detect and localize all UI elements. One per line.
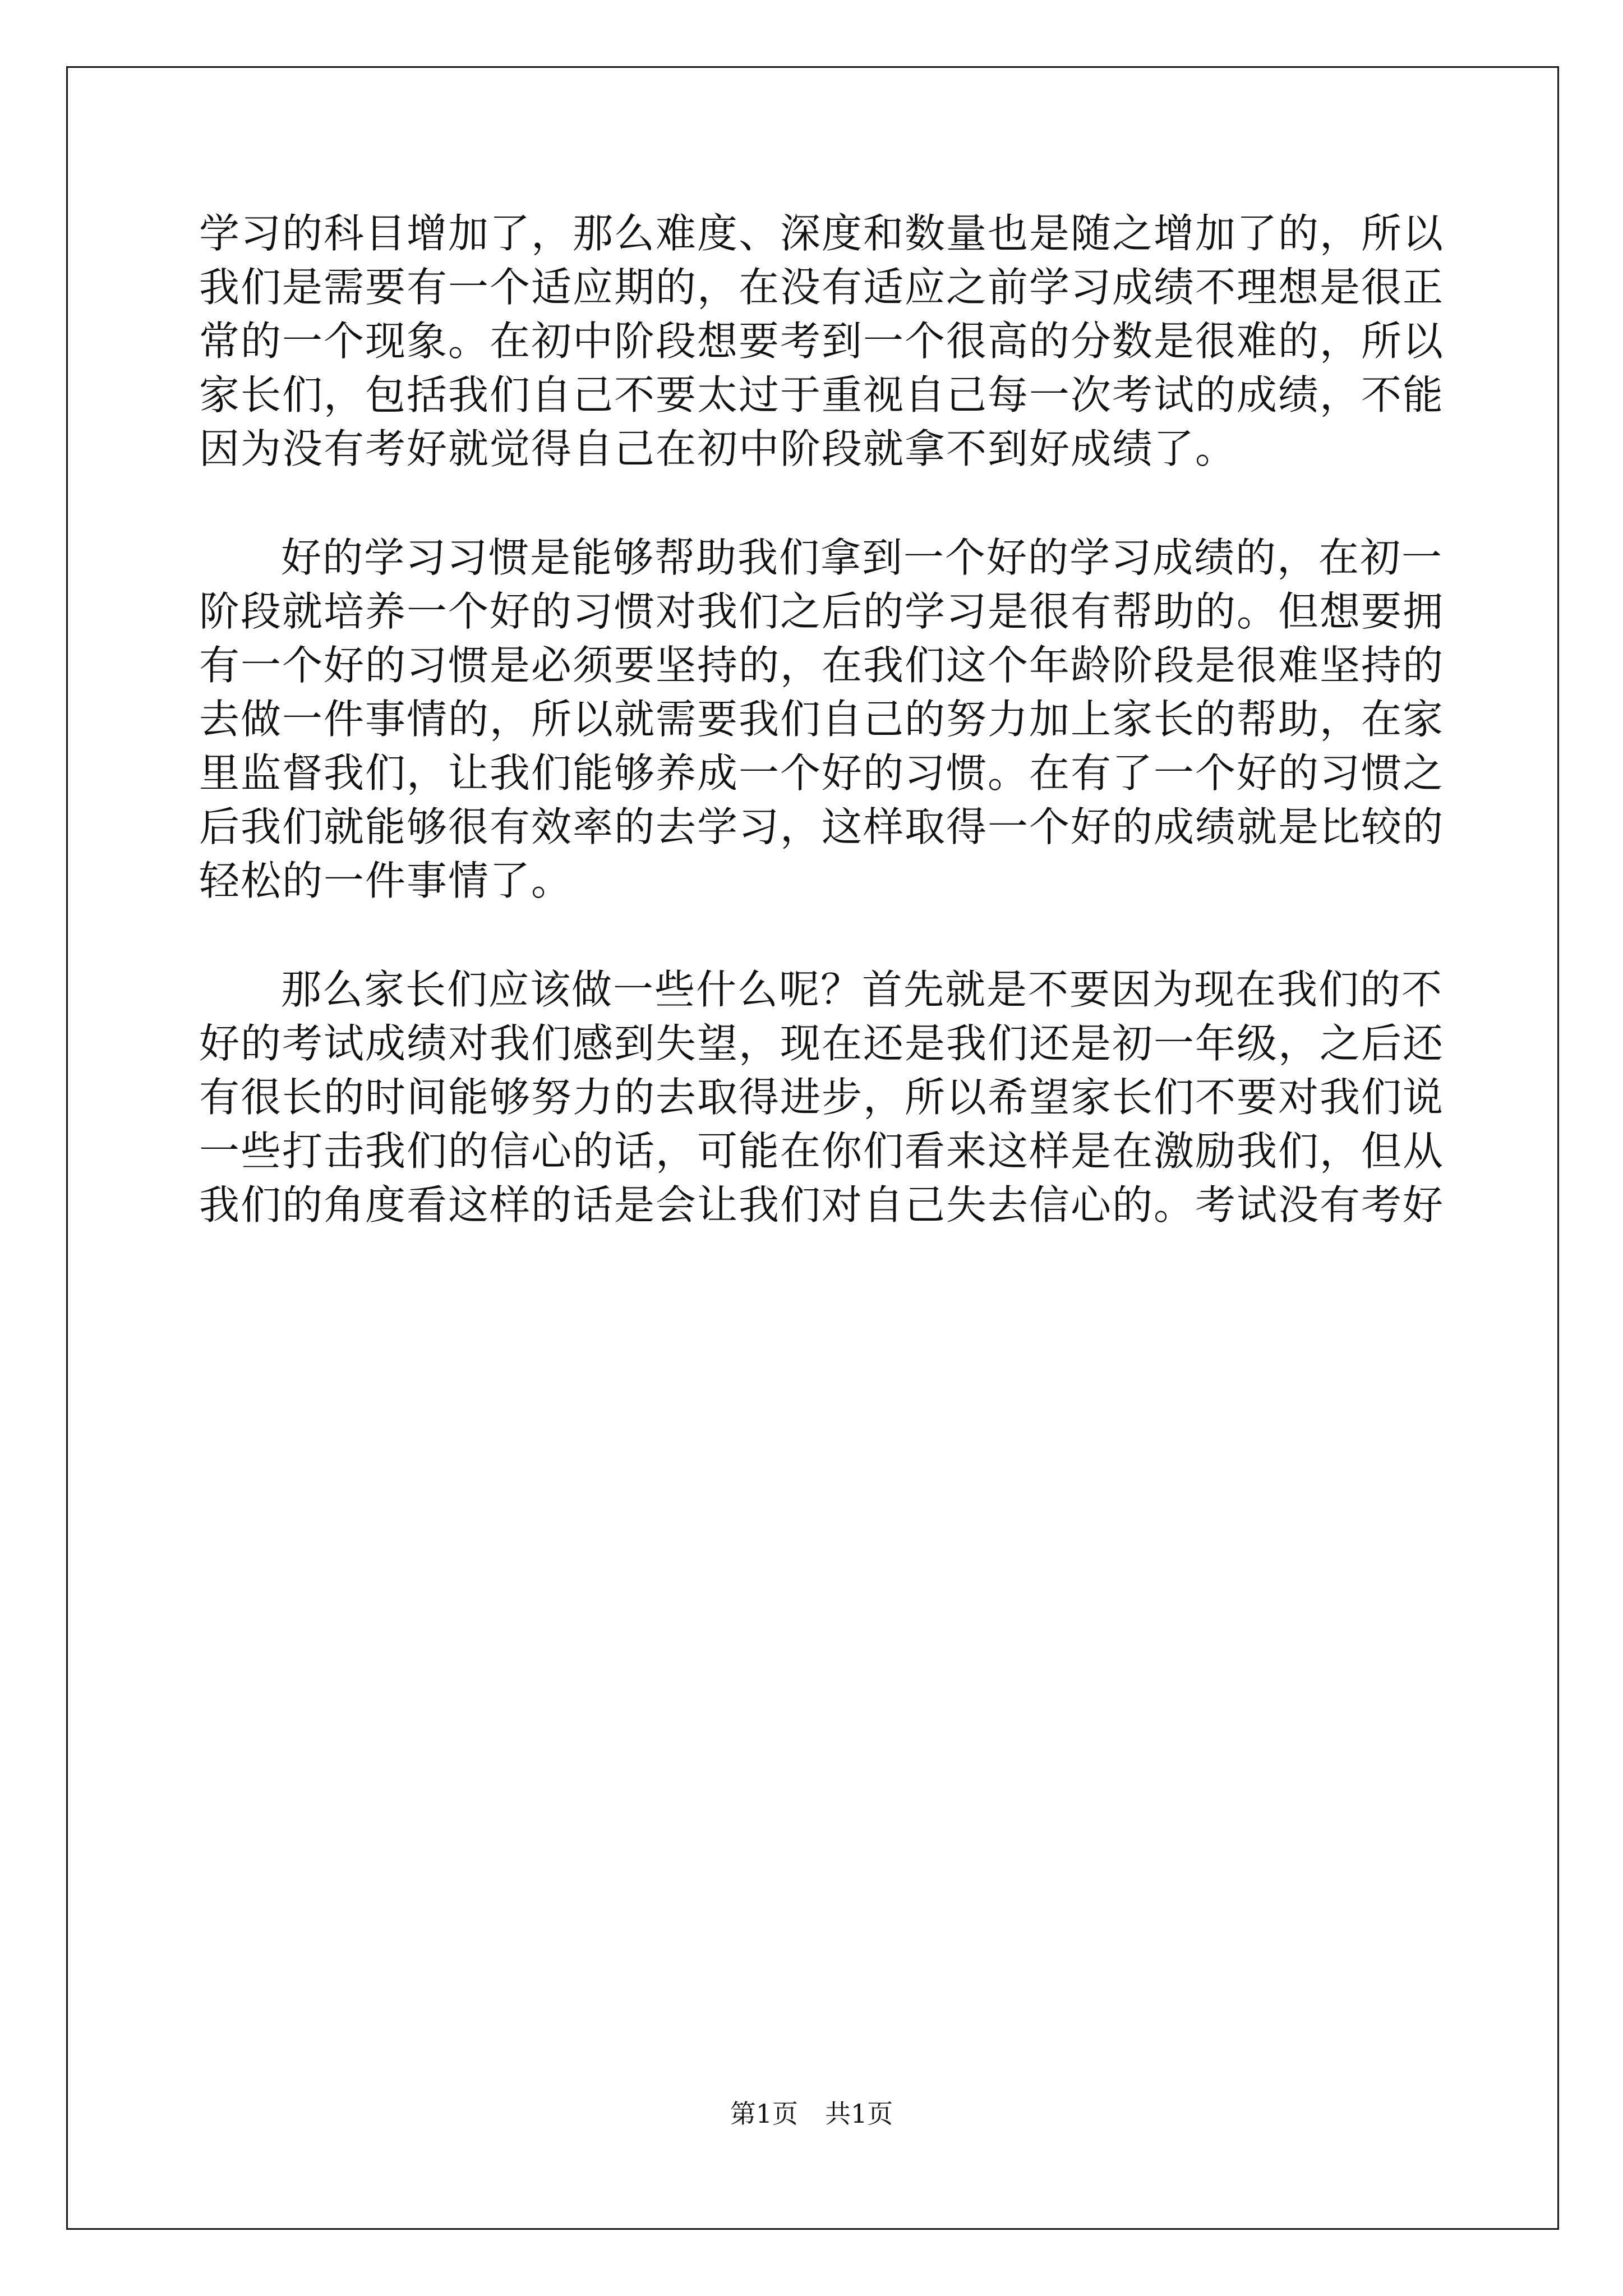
document-body	[199, 206, 1445, 1232]
text-line: 好的考试成绩对我们感到失望，现在还是我们还是初一年级，之后还	[199, 1020, 1445, 1067]
text-line: 我们是需要有一个适应期的，在没有适应之前学习成绩不理想是很正	[199, 264, 1445, 311]
text-line: 有很长的时间能够努力的去取得进步，所以希望家长们不要对我们说	[199, 1074, 1445, 1121]
text-line: 后我们就能够很有效率的去学习，这样取得一个好的成绩就是比较的	[199, 803, 1445, 850]
text-line: 我们的角度看这样的话是会让我们对自己失去信心的。考试没有考好	[199, 1181, 1445, 1228]
text-line: 学习的科目增加了，那么难度、深度和数量也是随之增加了的，所以	[199, 210, 1445, 257]
text-line: 里监督我们，让我们能够养成一个好的习惯。在有了一个好的习惯之	[199, 749, 1445, 797]
text-line: 那么家长们应该做一些什么呢？首先就是不要因为现在我们的不	[281, 966, 1444, 1013]
text-line: 有一个好的习惯是必须要坚持的，在我们这个年龄阶段是很难坚持的	[199, 642, 1445, 689]
text-line: 家长们，包括我们自己不要太过于重视自己每一次考试的成绩，不能	[199, 371, 1445, 418]
text-line: 去做一件事情的，所以就需要我们自己的努力加上家长的帮助，在家	[199, 696, 1445, 743]
text-line: 好的学习习惯是能够帮助我们拿到一个好的学习成绩的，在初一	[281, 534, 1444, 581]
text-line: 一些打击我们的信心的话，可能在你们看来这样是在激励我们，但从	[199, 1128, 1445, 1175]
page-footer	[0, 2093, 1623, 2131]
text-line: 因为没有考好就觉得自己在初中阶段就拿不到好成绩了。	[199, 425, 1237, 472]
page-total: 共1页	[825, 2099, 893, 2129]
text-line: 常的一个现象。在初中阶段想要考到一个很高的分数是很难的，所以	[199, 318, 1445, 365]
text-line: 阶段就培养一个好的习惯对我们之后的学习是很有帮助的。但想要拥	[199, 588, 1445, 635]
text-line: 轻松的一件事情了。	[199, 857, 573, 904]
page-number: 第1页	[730, 2099, 798, 2129]
